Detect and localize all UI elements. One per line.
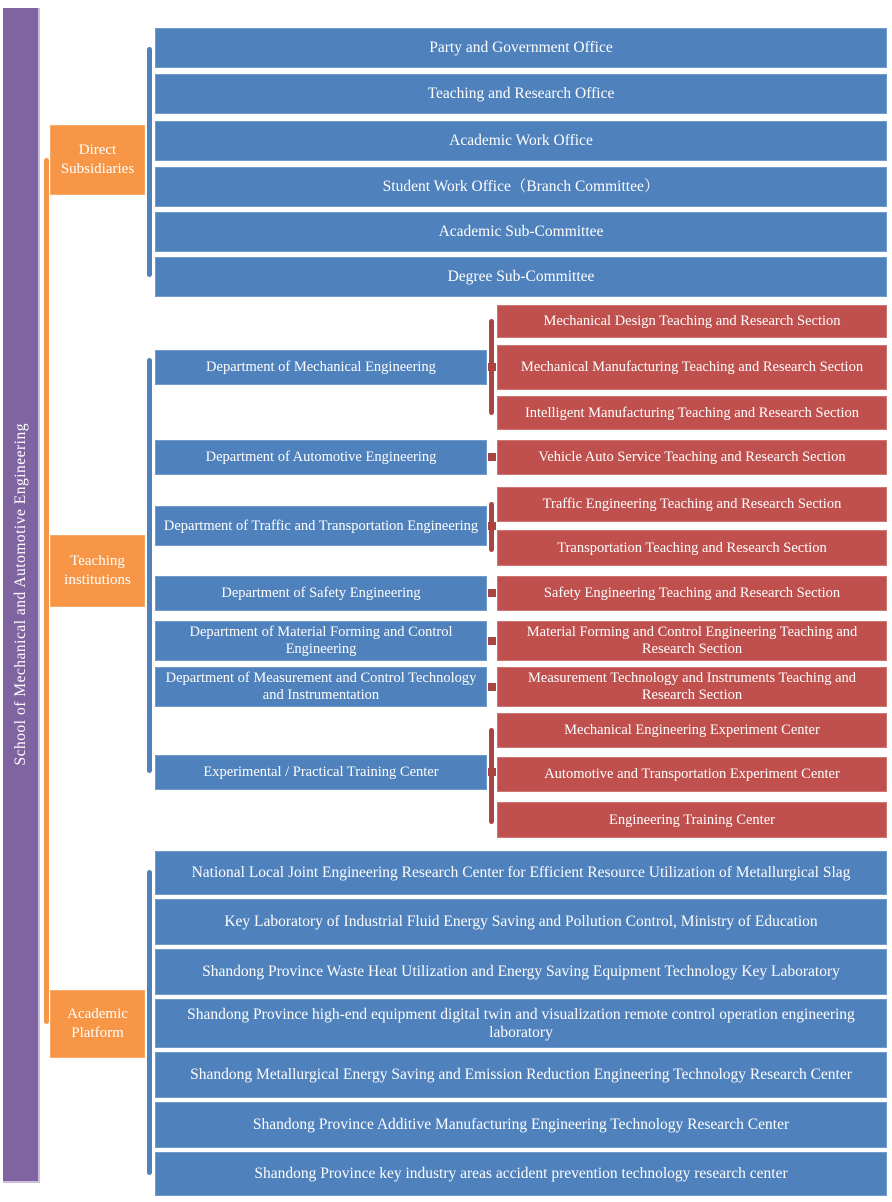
platform-box: Shandong Province Additive Manufacturing Engineering Technology Research Center [155, 1102, 887, 1148]
section-box: Measurement Technology and Instruments Teaching and Research Section [497, 667, 887, 707]
root-title-bar [3, 8, 40, 1183]
section-box: Engineering Training Center [497, 802, 887, 838]
platform-box: Shandong Province key industry areas accident prevention technology research center [155, 1152, 887, 1196]
department-box: Experimental / Practical Training Center [155, 755, 487, 790]
connector-nub [488, 453, 496, 461]
section-box: Vehicle Auto Service Teaching and Research Section [497, 440, 887, 475]
platform-box: Shandong Province Waste Heat Utilization and Energy Saving Equipment Technology Key Laboratory [155, 949, 887, 995]
platform-box: Shandong Province high-end equipment digital twin and visualization remote control operation engineering laboratory [155, 999, 887, 1048]
department-box: Department of Safety Engineering [155, 576, 487, 611]
section-box: Transportation Teaching and Research Section [497, 530, 887, 566]
connector-nub [488, 637, 496, 645]
section-box: Material Forming and Control Engineering Teaching and Research Section [497, 621, 887, 661]
section-box: Safety Engineering Teaching and Research Section [497, 576, 887, 611]
office-box: Student Work Office（Branch Committee） [155, 167, 887, 207]
department-box: Department of Material Forming and Control Engineering [155, 621, 487, 661]
office-box: Academic Sub-Committee [155, 212, 887, 252]
root-title: School of Mechanical and Automotive Engineering [11, 423, 29, 766]
section-box: Mechanical Engineering Experiment Center [497, 713, 887, 748]
experiment-centers-bracket-line [489, 728, 494, 824]
section-box: Automotive and Transportation Experiment Center [497, 757, 887, 792]
department-box: Department of Measurement and Control Technology and Instrumentation [155, 667, 487, 707]
department-box: Department of Traffic and Transportation Engineering [155, 506, 487, 546]
section-box: Intelligent Manufacturing Teaching and Research Section [497, 396, 887, 430]
section-box: Traffic Engineering Teaching and Research Section [497, 487, 887, 522]
section-box: Mechanical Design Teaching and Research Section [497, 305, 887, 338]
group-spine-line [44, 158, 49, 1024]
section-box: Mechanical Manufacturing Teaching and Research Section [497, 345, 887, 390]
connector-nub [488, 522, 496, 530]
platform-box: Key Laboratory of Industrial Fluid Energy Saving and Pollution Control, Ministry of Education [155, 899, 887, 945]
connector-nub [488, 589, 496, 597]
group-label-teaching-institutions: Teaching institutions [50, 535, 145, 607]
office-box: Degree Sub-Committee [155, 257, 887, 297]
connector-nub [488, 683, 496, 691]
teaching-institutions-bracket-line [147, 358, 152, 773]
department-box: Department of Mechanical Engineering [155, 350, 487, 385]
platform-box: National Local Joint Engineering Research Center for Efficient Resource Utilization of Metallurgical Slag [155, 851, 887, 895]
connector-nub [488, 363, 496, 371]
direct-subsidiaries-bracket-line [147, 47, 152, 277]
office-box: Party and Government Office [155, 28, 887, 68]
academic-platform-bracket-line [147, 870, 152, 1175]
department-box: Department of Automotive Engineering [155, 440, 487, 475]
connector-nub [488, 768, 496, 776]
platform-box: Shandong Metallurgical Energy Saving and Emission Reduction Engineering Technology Research Center [155, 1052, 887, 1098]
group-label-direct-subsidiaries: Direct Subsidiaries [50, 125, 145, 195]
office-box: Teaching and Research Office [155, 74, 887, 114]
group-label-academic-platform: Academic Platform [50, 990, 145, 1058]
office-box: Academic Work Office [155, 121, 887, 161]
